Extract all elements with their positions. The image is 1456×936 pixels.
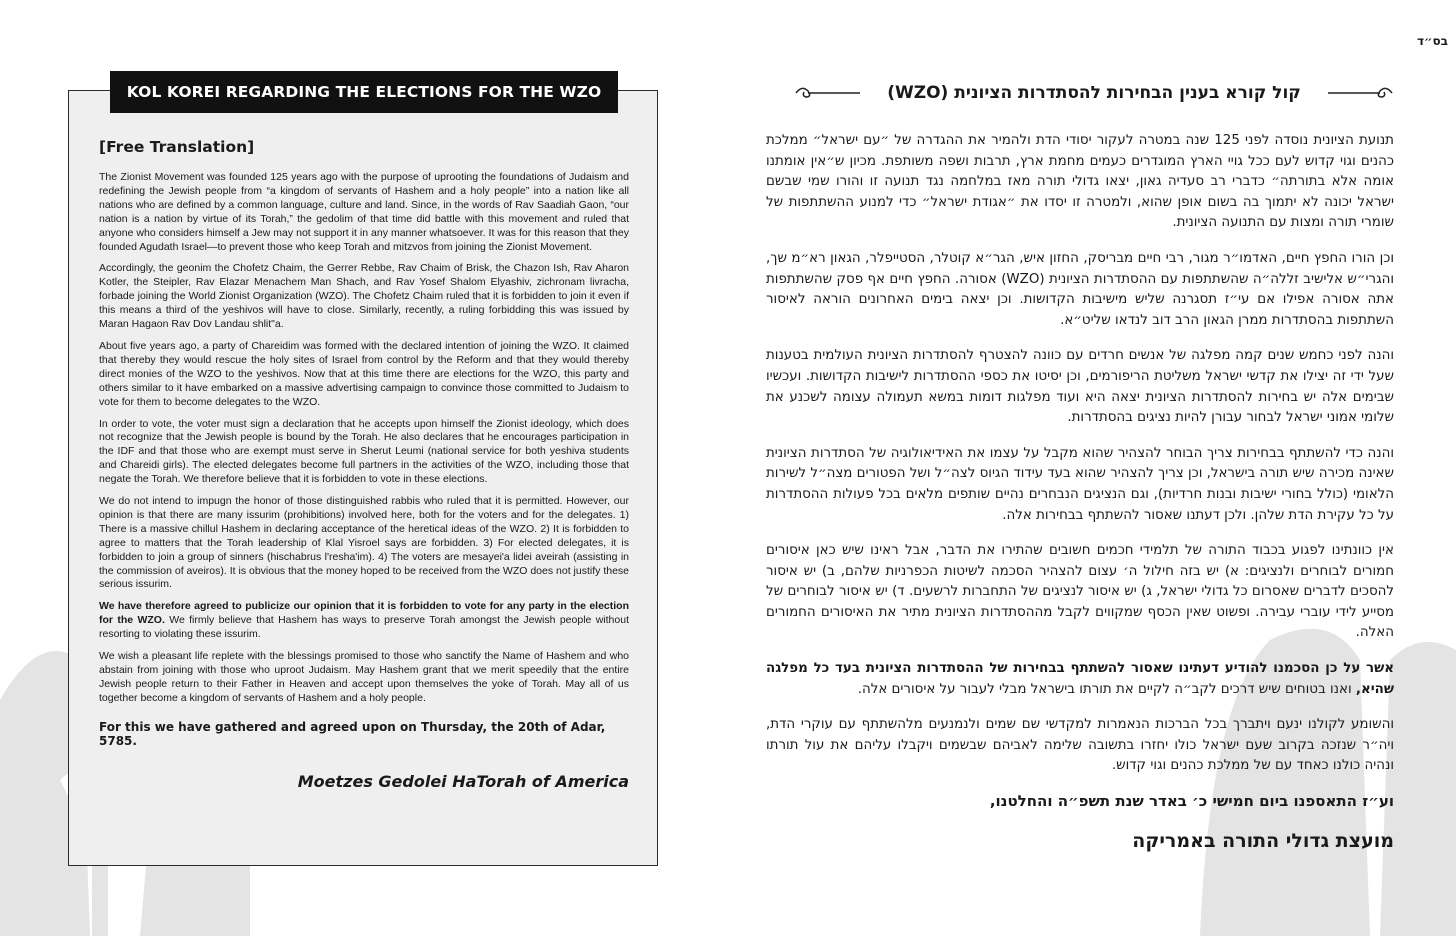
right-ornament-icon <box>1326 83 1394 103</box>
english-paragraph: In order to vote, the voter must sign a declaration that he accepts upon himself the Zionist ideology, which does not recognize that the Jewish people is bound by the Torah. He also declares that he encourages participation in the IDF and that those who are exempt must serve in Sherut Leumi (national service for both yeshiva students and Chareidi girls). The elected delegates become full partners in the activities of the WZO, including those that negate the Torah. We therefore believe that it is forbidden to vote in these elections. <box>99 417 629 486</box>
hebrew-body <box>766 131 1394 852</box>
english-paragraph: The Zionist Movement was founded 125 years ago with the purpose of uprooting the foundations of Judaism and redefining the Jewish people from “a kingdom of servants of Hashem and a holy people” into a nation like all nations who are defined by a common language, culture and land. Since, in the words of Rav Saadiah Gaon, “our nation is a nation by virtue of its Torah,” the gedolim of that time did battle with this movement and ruled that anyone who considers himself a Jew may not support it in any manner whatsoever. It was for this reason that they founded Agudath Israel—to prevent those who keep Torah and mitzvos from joining the Zionist Movement. <box>99 171 629 253</box>
english-subtitle: [Free Translation] <box>99 138 255 156</box>
left-ornament-icon <box>794 83 862 103</box>
english-closing: For this we have gathered and agreed upon on Thursday, the 20th of Adar, 5785. <box>99 719 606 748</box>
hebrew-signature: מועצת גדולי התורה באמריקה <box>1132 830 1394 853</box>
hebrew-paragraph: והנה לפני כחמש שנים קמה מפלגה של אנשים חרדים עם כוונה להצטרף להסתדרות הציונית העולמית בטענות שעל ידי זה יצילו את קדשי ישראל משליטת הריפורמים, וכן יסיטו את כספי ההסתדרות לישיבות הקדושות. ועכשיו שבימים אלה יש בחירות להסתדרות הציונית יצאה היא ועוד מפלגות דומות במשא תעמולה עצומה לשכנע את שלומי אמוני ישראל לבחור עבורן להיות נציגים בהסתדרות. <box>766 348 1394 426</box>
english-paragraph: We do not intend to impugn the honor of those distinguished rabbis who ruled that it is permitted. However, our opinion is that there are many issurim (prohibitions) involved here, both for the voters and for the delegates. 1) There is a massive chillul Hashem in declaring acceptance of the heretical ideas of the WZO. 2) It is forbidden to agree to matters that the Torah leadership of Klal Yisroel says are forbidden. 3) For elected delegates, it is forbidden to join a group of sinners (hischabrus l'resha'im). 4) The voters are mesayei'a lidei aveirah (assisting in the commission of aveiros). It is obvious that the money hoped to be received from the WZO does not justify these serious issurim. <box>99 495 629 591</box>
english-paragraph: Accordingly, the geonim the Chofetz Chaim, the Gerrer Rebbe, Rav Chaim of Brisk, the Chazon Ish, Rav Aharon Kotler, the Steipler, Rav Elazar Menachem Man Shach, and Rav Yosef Shalom Elyashiv, zichronam livracha, forbade joining the World Zionist Organization (WZO). The Chofetz Chaim ruled that it is forbidden to join it even if this means a third of the yeshivos will have to close. Similarly, recently, a ruling forbidding this was issued by Maran Hagaon Rav Dov Landau shlit"a. <box>99 262 629 331</box>
hebrew-title-row <box>794 78 1394 108</box>
english-body <box>99 138 629 791</box>
english-signature: Moetzes Gedolei HaTorah of America <box>297 771 629 791</box>
english-title: KOL KOREI REGARDING THE ELECTIONS FOR THE WZO <box>110 71 618 113</box>
english-resolution-rest: We firmly believe that Hashem has ways to preserve Torah amongst the Jewish people without resorting to violating these issurim. <box>99 614 629 641</box>
hebrew-title: קול קורא בענין הבחירות להסתדרות הציונית (WZO) <box>887 83 1301 103</box>
hebrew-resolution-rest: ואנו בטוחים שיש דרכים לקב״ה לקיים את תורתו בישראל מבלי לעבור על איסורים אלה. <box>857 681 1356 697</box>
english-resolution-bold: We have therefore agreed to publicize our opinion that it is forbidden to vote for any party in the election for the WZO. <box>99 600 629 627</box>
english-paragraph <box>99 600 629 642</box>
english-paragraph: We wish a pleasant life replete with the blessings promised to those who sanctify the Name of Hashem and who abstain from joining with those who uproot Judaism. May Hashem grant that we merit speedily that the entire Jewish people return to their Father in Heaven and accept upon themselves the yoke of Torah. May all of us together become a kingdom of servants of Hashem and a holy people. <box>99 650 629 704</box>
hebrew-resolution-bold: אשר על כן הסכמנו להודיע דעתינו שאסור להשתתף בבחירות של ההסתדרות הציונית בעד כל מפלגה שהיא, <box>766 661 1394 697</box>
bsd-mark: בס״ד <box>1416 34 1448 48</box>
hebrew-paragraph: אין כוונתינו לפגוע בכבוד התורה של תלמידי חכמים חשובים שהתירו את הדבר, אבל ראינו שיש כאן איסורים חמורים לבוחרים ולנציגים: א) יש בזה חילול ה׳ עצום להצהיר הסכמה לשיטות הכפרניות שלהם, ב) יש איסור להסכים לדברים שאסרום כל גדולי ישראל, ג) יש איסור לנציגים של התחברות לרשעים. ד) יש איסור לבוחרים של מסייע לידי עוברי עבירה. ופשוט שאין הכסף שמקווים לקבל מההסתדרות הציונית מתיר את האיסורים החמורים האלה. <box>766 543 1394 641</box>
hebrew-paragraph: תנועת הציונית נוסדה לפני 125 שנה במטרה לעקור יסודי הדת ולהמיר את ההגדרה של ״עם ישראל״ ממלכת כהנים וגוי קדוש לעם ככל גויי הארץ המוגדרים כעמים מחמת ארץ, תרבות ושפה משותפת. מכיון ש״אין אומתנו אומה אלא בתורתה״ כדברי רב סעדיה גאון, יצאו גדולי תורה מאז במלחמה נגד תנועה זו והורו שמי שבשם ישראל יכונה לא יתמוך בה בשום אופן שהוא, ולמטרה זו יסדו את ״אגודת ישראל״ כדי למנוע ההשתתפות של שומרי תורה ומצות עם התנועה הציונית. <box>766 133 1394 231</box>
english-paragraph: About five years ago, a party of Chareidim was formed with the declared intention of joining the WZO. It claimed that thereby they would rescue the holy sites of Israel from control by the Reform and that they would thereby direct monies of the WZO to the yeshivos. Now that at this time there are elections for the WZO, this party and others similar to it have embarked on a massive advertising campaign to convince those committed to Judaism to vote for them to become delegates to the WZO. <box>99 339 629 408</box>
hebrew-paragraph: והשומע לקולנו ינעם ויתברך בכל הברכות הנאמרות למקדשי שם שמים ולנמנעים מלהשתתף עם עוקרי הדת, ויה״ר שנזכה בקרוב שעם ישראל כולו יחזרו בתשובה שלימה לאביהם שבשמים ויקבלו עליהם את עול תורתו ונהיה כולנו כאחד עם של ממלכת כהנים וגוי קדוש. <box>766 717 1394 774</box>
hebrew-paragraph: וכן הורו החפץ חיים, האדמו״ר מגור, רבי חיים מבריסק, החזון איש, הגר״א קוטלר, הסטייפלר, הגאון רא״מ שך, והגרי״ש אלישיב זללה״ה שהשתתפות עם ההסתדרות הציונית (WZO) אסורה. החפץ חיים אף פסק שהשתתפות אתה אסורה אפילו אם עי״ז תסגרנה שליש מישיבות הקדושות. וכן יצאה בימים האחרונים הוראה לאיסור השתתפות בהסתדרות ממרן הגאון הרב דוב לנדאו שליט״א. <box>766 250 1394 328</box>
hebrew-paragraph <box>766 659 1394 700</box>
hebrew-paragraph: והנה כדי להשתתף בבחירות צריך הבוחר להצהיר שהוא מקבל על עצמו את האידיאולוגיה של הסתדרות הציונית שאינה מכירה שיש תורה בישראל, וכן צריך להצהיר שהוא בעד עידוד הגיוס לצה״ל ושל הפטורים מצה״ל לשירות הלאומי (כולל בחורי ישיבות ובנות חרדיות), וגם הנציגים הנבחרים נהיים שותפים מלאים בכל פעולות ההסתדרות על כל עקירת הדת שלהן. ולכן דעתנו שאסור להשתתף בבחירות אלה. <box>766 445 1394 523</box>
hebrew-closing: וע״ז התאספנו ביום חמישי כ׳ באדר שנת תשפ״ה והחלטנו, <box>989 792 1394 811</box>
